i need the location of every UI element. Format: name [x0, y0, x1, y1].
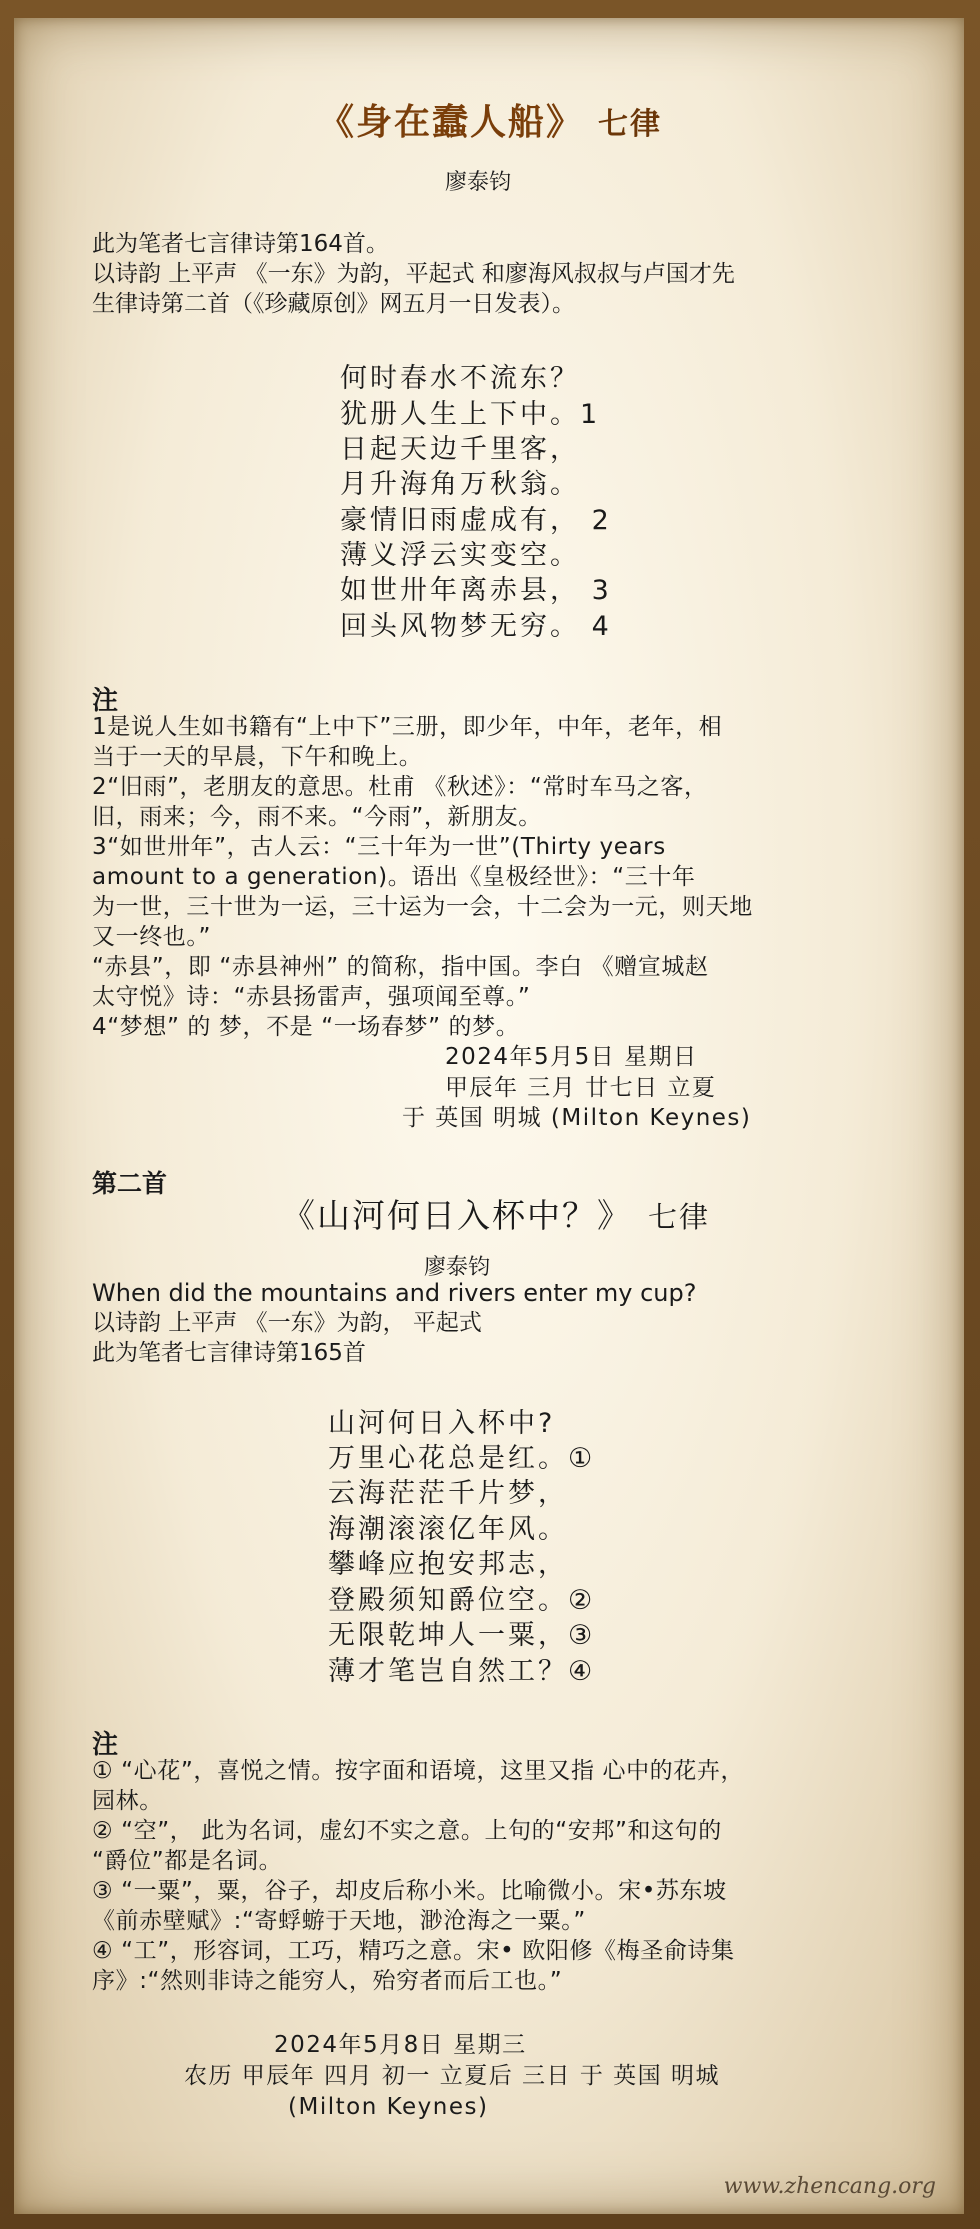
- date-line: 农历 甲辰年 四月 初一 立夏后 三日 于 英国 明城: [184, 2063, 720, 2089]
- site-watermark: www.zhencang.org: [723, 2174, 936, 2199]
- verse-line: 日起天边千里客，: [340, 434, 580, 465]
- note-line: 《前赤壁赋》:“寄蜉蝣于天地，渺沧海之一粟。”: [92, 1908, 586, 1934]
- poem1-title: [0, 94, 980, 145]
- intro-line: 此为笔者七言律诗第165首: [92, 1340, 366, 1366]
- poem1-form: 七律: [598, 107, 662, 142]
- note-line: 1是说人生如书籍有“上中下”三册，即少年，中年，老年，相: [92, 714, 723, 740]
- poem2-section-label: 第二首: [92, 1169, 168, 1198]
- note-line: 太守悦》诗：“赤县扬雷声，强项闻至尊。”: [92, 984, 531, 1010]
- poem1-title-text: 《身在蠢人船》: [317, 102, 584, 143]
- intro-line: 生律诗第二首（《珍藏原创》网五月一日发表）。: [92, 291, 575, 317]
- poem1-notes-heading: 注: [92, 686, 119, 716]
- verse-line: 犹册人生上下中。1: [340, 399, 601, 430]
- note-line: 3“如世卅年”，古人云：“三十年为一世”(Thirty years: [92, 834, 666, 860]
- note-line: 园林。: [92, 1788, 163, 1814]
- verse-line: 山河何日入杯中?: [328, 1408, 556, 1439]
- intro-line: When did the mountains and rivers enter my cup?: [92, 1279, 697, 1307]
- verse-line: 薄才笔岂自然工？④: [328, 1656, 596, 1687]
- note-line: 2“旧雨”，老朋友的意思。杜甫 《秋述》：“常时车马之客，: [92, 774, 708, 800]
- note-line: 又一终也。”: [92, 924, 212, 950]
- verse-line: 月升海角万秋翁。: [340, 469, 580, 500]
- intro-line: 以诗韵 上平声 《一东》为韵，平起式 和廖海风叔叔与卢国才先: [92, 261, 735, 287]
- note-line: 当于一天的早晨，下午和晚上。: [92, 744, 423, 770]
- note-line: ③ “一粟”，粟，谷子，却皮后称小米。比喻微小。宋•苏东坡: [92, 1878, 727, 1904]
- poem2-author: 廖泰钧: [424, 1255, 491, 1280]
- intro-line: 此为笔者七言律诗第164首。: [92, 231, 389, 257]
- verse-line: 豪情旧雨虚成有， 2: [340, 505, 612, 536]
- poem1-author: 廖泰钧: [445, 170, 512, 195]
- date-line: (Milton Keynes): [288, 2094, 489, 2120]
- verse-line: 回头风物梦无穷。 4: [340, 611, 612, 642]
- date-line: 2024年5月5日 星期日: [445, 1044, 698, 1070]
- verse-line: 海潮滚滚亿年风。: [328, 1514, 568, 1545]
- note-line: ① “心花”，喜悦之情。按字面和语境，这里又指 心中的花卉，: [92, 1758, 745, 1784]
- poem2-title: [282, 1190, 710, 1237]
- verse-line: 薄义浮云实变空。: [340, 540, 580, 571]
- verse-line: 云海茫茫千片梦，: [328, 1478, 568, 1509]
- verse-line: 登殿须知爵位空。②: [328, 1585, 596, 1616]
- verse-line: 攀峰应抱安邦志，: [328, 1549, 568, 1580]
- note-line: 为一世，三十世为一运，三十运为一会，十二会为一元，则天地: [92, 894, 753, 920]
- note-line: amount to a generation)。语出《皇极经世》：“三十年: [92, 864, 696, 890]
- verse-line: 如世卅年离赤县， 3: [340, 575, 612, 606]
- note-line: ④ “工”，形容词，工巧，精巧之意。宋• 欧阳修《梅圣俞诗集: [92, 1938, 735, 1964]
- note-line: “爵位”都是名词。: [92, 1848, 283, 1874]
- note-line: 序》:“然则非诗之能穷人，殆穷者而后工也。”: [92, 1968, 563, 1994]
- note-line: 旧，雨来；今，雨不来。“今雨”，新朋友。: [92, 804, 542, 830]
- verse-line: 万里心花总是红。①: [328, 1443, 596, 1474]
- date-line: 甲辰年 三月 廿七日 立夏: [445, 1075, 717, 1101]
- date-line: 2024年5月8日 星期三: [274, 2032, 527, 2058]
- note-line: “赤县”，即 “赤县神州” 的简称，指中国。李白 《赠宣城赵: [92, 954, 709, 980]
- note-line: 4“梦想” 的 梦，不是 “一场春梦” 的梦。: [92, 1014, 520, 1040]
- verse-line: 何时春水不流东？: [340, 363, 580, 394]
- intro-line: 以诗韵 上平声 《一东》为韵， 平起式: [92, 1310, 482, 1336]
- poem2-form: 七律: [648, 1200, 711, 1234]
- poem2-notes-heading: 注: [92, 1730, 119, 1760]
- verse-line: 无限乾坤人一粟，③: [328, 1620, 596, 1651]
- date-line: 于 英国 明城 (Milton Keynes): [402, 1105, 752, 1131]
- note-line: ② “空”， 此为名词，虚幻不实之意。上句的“安邦”和这句的: [92, 1818, 722, 1844]
- poem2-title-text: 《山河何日入杯中？》: [282, 1196, 632, 1235]
